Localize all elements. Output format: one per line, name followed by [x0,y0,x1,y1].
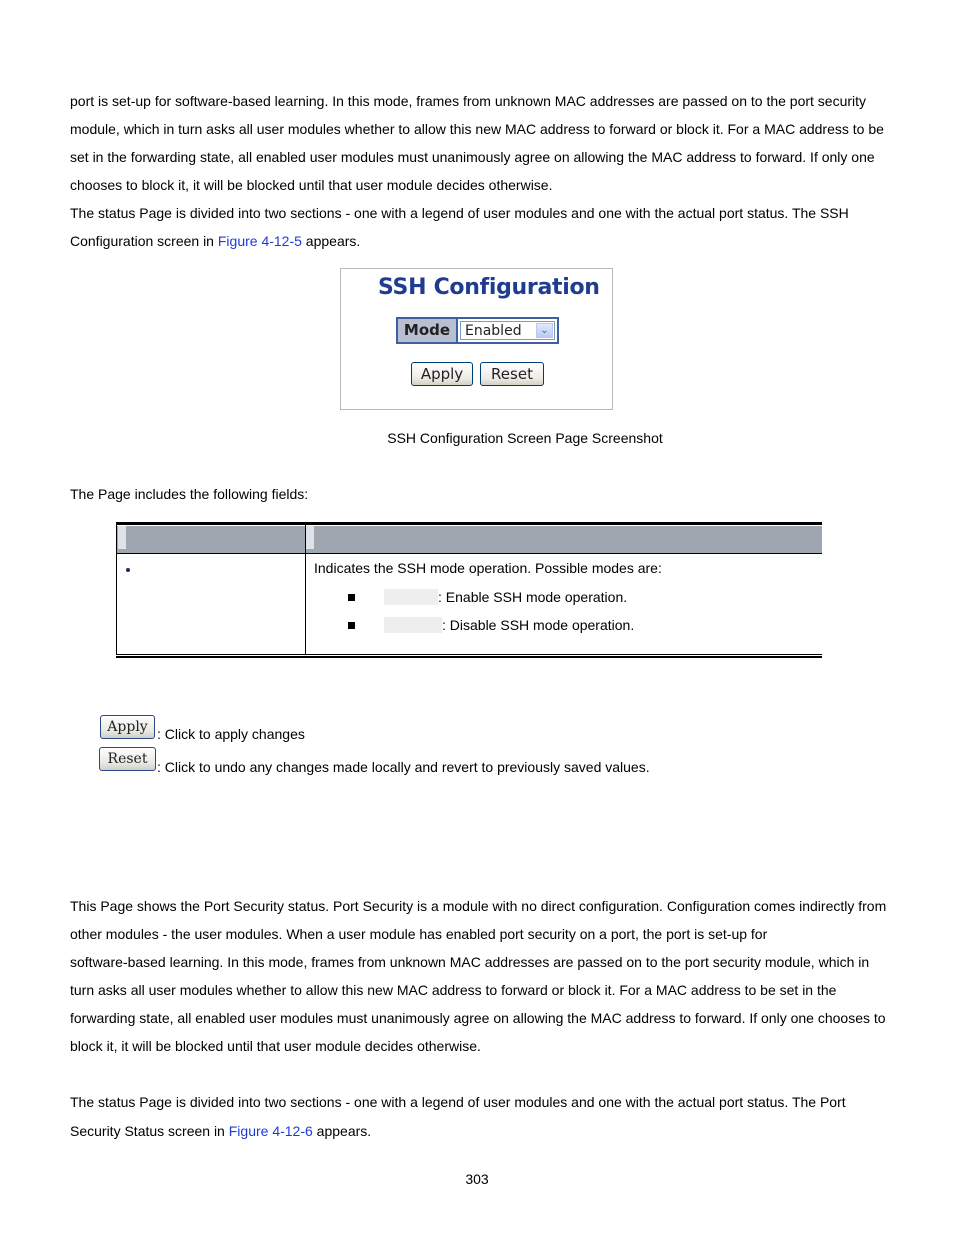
option-name-blank [384,589,438,605]
port-security-line: block it, it will be blocked until that user module decides otherwise. [70,1038,481,1054]
status-line: The status Page is divided into two sections - one with a legend of user modules and one with the actual port status. The Port [70,1094,846,1110]
mode-select-value: Enabled [465,323,522,339]
apply-button-sample[interactable]: Apply [100,715,155,739]
option-disabled-text: : Disable SSH mode operation. [442,617,635,633]
ssh-config-screenshot [340,268,613,410]
intro-line [70,227,890,255]
figure-link-4-12-6[interactable]: Figure 4-12-6 [228,1123,313,1139]
port-security-line: software-based learning. In this mode, frames from unknown MAC addresses are passed on to the port security module, which in [70,954,870,970]
intro-line: port is set-up for software-based learning. In this mode, frames from unknown MAC addresses are passed on to the port security [70,93,867,109]
reset-button-sample[interactable]: Reset [99,747,156,771]
intro-paragraph [70,87,890,255]
mode-select[interactable] [460,321,555,340]
apply-description: : Click to apply changes [157,726,305,742]
page-number: 303 [465,1171,489,1187]
status-paragraph [70,1088,890,1146]
intro-line: chooses to block it, it will be blocked until that user module decides otherwise. [70,177,553,193]
table-top-rule [116,522,822,525]
table-header-shade [118,526,126,549]
mode-row [396,317,559,344]
reset-description: : Click to undo any changes made locally and revert to previously saved values. [157,759,650,775]
mode-label: Mode [398,319,458,342]
option-enabled-text: : Enable SSH mode operation. [438,589,628,605]
table-header-shade [306,526,314,549]
bullet-icon [126,568,130,572]
table-bottom-rule [116,654,822,658]
table-header [116,526,822,554]
square-bullet-icon [348,594,355,601]
reset-button[interactable]: Reset [480,362,544,386]
port-security-paragraph [70,892,890,1060]
intro-line: set in the forwarding state, all enabled user modules must unanimously agree on allowing the MAC address to forward. If only one [70,149,875,165]
intro-line: The status Page is divided into two sections - one with a legend of user modules and one with the actual port status. The SSH [70,205,849,221]
intro-line: module, which in turn asks all user modules whether to allow this new MAC address to forward or block it. For a MAC address to be [70,121,884,137]
fields-table [116,522,822,658]
option-name-blank [384,617,442,633]
apply-button[interactable]: Apply [411,362,473,386]
status-line [70,1116,890,1146]
table-left-border [116,525,117,655]
port-security-line: other modules - the user modules. When a user module has enabled port security on a port, the port is set-up for [70,926,768,942]
figure-link-4-12-5[interactable]: Figure 4-12-5 [217,233,302,249]
table-column-divider [305,525,306,655]
mode-description: Indicates the SSH mode operation. Possible modes are: [314,560,662,576]
figure-caption: SSH Configuration Screen Page Screenshot [387,430,663,446]
intro-suffix: appears. [301,233,361,249]
square-bullet-icon [348,622,355,629]
status-prefix: Security Status screen in [70,1123,229,1139]
fields-intro: The Page includes the following fields: [70,486,309,502]
port-security-line: forwarding state, all enabled user modules must unanimously agree on allowing the MAC address to forward. If only one chooses to [70,1010,886,1026]
port-security-line: This Page shows the Port Security status. Port Security is a module with no direct configuration. Configuration comes indirectly from [70,898,887,914]
chevron-down-icon[interactable]: ⌄ [536,323,553,338]
intro-prefix: Configuration screen in [70,233,218,249]
port-security-line: turn asks all user modules whether to allow this new MAC address to forward or block it. For a MAC address to be set in the [70,982,837,998]
status-suffix: appears. [312,1123,372,1139]
ssh-config-title: SSH Configuration [378,275,600,300]
